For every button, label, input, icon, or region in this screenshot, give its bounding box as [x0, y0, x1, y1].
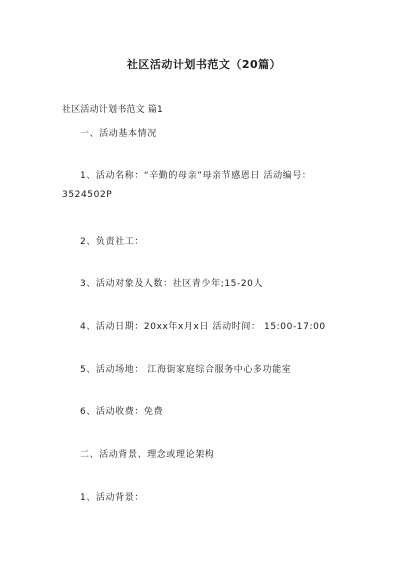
activity-background-line: 1、活动背景： — [80, 493, 144, 503]
activity-name-line: 1、活动名称：“辛勤的母亲”母亲节感恩日 活动编号： — [80, 171, 312, 181]
activity-fee-line: 6、活动收费：免费 — [80, 407, 164, 417]
activity-date-line: 4、活动日期：20xx年x月x日 活动时间： 15:00-17:00 — [80, 322, 326, 332]
section-heading-basic-info: 一、活动基本情况 — [80, 129, 157, 139]
activity-number-value: 3524502P — [62, 190, 113, 200]
participants-line: 3、活动对象及人数：社区青少年;15-20人 — [80, 279, 264, 289]
activity-venue-line: 5、活动场地： 江海街家庭综合服务中心多功能室 — [80, 365, 292, 375]
social-worker-line: 2、负责社工： — [80, 237, 144, 247]
section-heading-background: 二、活动背景、理念或理论架构 — [80, 450, 215, 460]
document-title: 社区活动计划书范文（20篇） — [126, 58, 282, 71]
article-subtitle: 社区活动计划书范文 篇1 — [62, 105, 163, 115]
